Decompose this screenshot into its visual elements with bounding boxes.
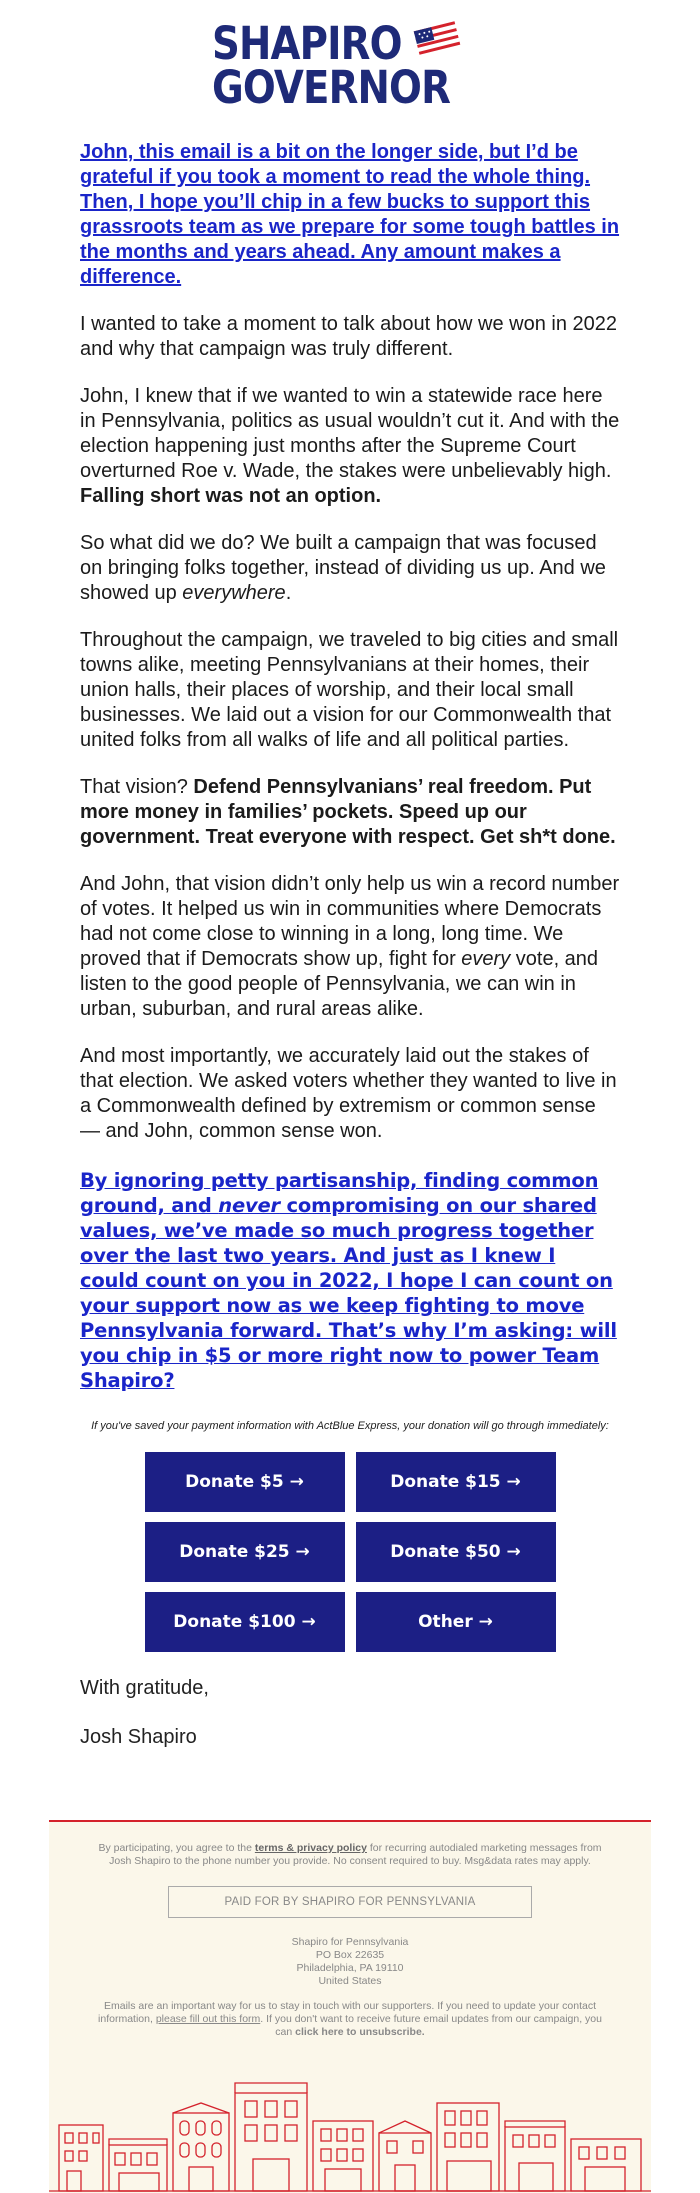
donate-25-button[interactable]: Donate $25 → [145, 1522, 345, 1582]
cta-link-italic[interactable]: never [218, 1194, 280, 1217]
legal-text-a: By participating, you agree to the [98, 1842, 255, 1854]
lead-paragraph-link[interactable] [80, 140, 620, 290]
cta-link-end[interactable]: compromising on our shared values, we’ve made so much progress together over the last two years. And just as I knew I could count on you in 2022, I hope I can count on your support now as we keep fighting to move Pennsylvania forward. That’s why I’m asking: will you chip in $5 or more right now to power Team Shapiro? [80, 1194, 617, 1392]
emails-text-b: . If you don't want to receive future email updates from our campaign, you can [260, 2013, 602, 2038]
donate-button-grid [145, 1452, 556, 1652]
paragraph-3-italic: everywhere [182, 582, 286, 604]
cta-paragraph-link[interactable] [80, 1168, 620, 1393]
paragraph-5 [80, 775, 620, 850]
paragraph-3-text: So what did we do? We built a campaign that was focused on bringing folks together, instead of dividing us up. And we showed up [80, 532, 606, 604]
paragraph-6-italic: every [461, 948, 511, 970]
address-line: United States [318, 1975, 382, 1987]
paragraph-6-text: And John, that vision didn’t only help us win a record number of votes. It helped us win in communities where Democrats had not come close to winning in a long, long time. We proved that if Democrats show up, fight for [80, 873, 620, 970]
legal-text-b: for recurring autodialed marketing messages from Josh Shapiro to the phone number you provide. No consent required to buy. Msg&data rates may apply. [109, 1842, 602, 1867]
terms-privacy-link[interactable]: terms & privacy policy [254, 1842, 367, 1854]
donate-other-button[interactable]: Other → [356, 1592, 556, 1652]
main-street-illustration [49, 2063, 651, 2193]
signature: Josh Shapiro [80, 1726, 197, 1748]
actblue-express-note: If you've saved your payment information with ActBlue Express, your donation will go through immediately: [91, 1420, 609, 1432]
logo-line-2: GOVERNOR [211, 61, 450, 114]
paragraph-1: I wanted to take a moment to talk about how we won in 2022 and why that campaign was truly different. [80, 313, 617, 360]
donate-15-button[interactable]: Donate $15 → [356, 1452, 556, 1512]
logo-line-1: SHAPIRO [211, 17, 402, 70]
paragraph-5-bold: Defend Pennsylvanians’ real freedom. Put more money in families’ pockets. Speed up our government. Treat everyone with respect. Get sh*t done. [80, 776, 616, 848]
paragraph-3 [80, 531, 620, 606]
address-line: Philadelphia, PA 19110 [296, 1962, 404, 1974]
paragraph-5-text: That vision? [80, 776, 194, 798]
mailing-address [49, 1936, 651, 1988]
paragraph-2-text: John, I knew that if we wanted to win a statewide race here in Pennsylvania, politics as usual wouldn’t cut it. And with the election happening just months after the Supreme Court overturned Roe v. Wade, the stakes were unbelievably high. [80, 385, 620, 482]
update-info-link[interactable]: please fill out this form [155, 2013, 261, 2025]
donate-50-button[interactable]: Donate $50 → [356, 1522, 556, 1582]
paragraph-6-end: vote, and listen to the good people of Pennsylvania, we can win in urban, suburban, and rural areas alike. [80, 948, 599, 1020]
us-flag-icon [412, 20, 462, 56]
shapiro-governor-logo [80, 0, 620, 122]
closing: With gratitude, [80, 1677, 209, 1699]
donate-5-button[interactable]: Donate $5 → [145, 1452, 345, 1512]
cta-link-text[interactable]: By ignoring petty partisanship, finding common ground, and [80, 1169, 599, 1217]
address-line: Shapiro for Pennsylvania [291, 1936, 409, 1948]
email-preferences-text [90, 2000, 610, 2039]
emails-text-a: Emails are an important way for us to stay in touch with our supporters. If you need to update your contact information, [98, 2000, 596, 2025]
unsubscribe-link[interactable]: click here to unsubscribe. [295, 2026, 425, 2038]
paragraph-7: And most importantly, we accurately laid out the stakes of that election. We asked voters whether they wanted to live in a Commonwealth defined by extremism or common sense — and John, common sense won. [80, 1045, 617, 1142]
sms-legal-text [98, 1842, 603, 1868]
paragraph-2 [80, 384, 620, 509]
paragraph-2-bold: Falling short was not an option. [80, 485, 382, 507]
donate-100-button[interactable]: Donate $100 → [145, 1592, 345, 1652]
lead-link[interactable]: John, this email is a bit on the longer side, but I’d be grateful if you took a moment to read the whole thing. Then, I hope you’ll chip in a few bucks to support this grassroots team as we prepare for some tough battles in the months and years ahead. Any amount makes a difference. [80, 141, 620, 288]
paragraph-6 [80, 872, 620, 1022]
paragraph-3-end: . [285, 582, 292, 604]
footer [49, 1820, 651, 2193]
address-line: PO Box 22635 [315, 1949, 385, 1961]
paid-for-box: PAID FOR BY SHAPIRO FOR PENNSYLVANIA [168, 1886, 532, 1918]
paragraph-4: Throughout the campaign, we traveled to big cities and small towns alike, meeting Pennsylvanians at their homes, their union halls, their places of worship, and their local small businesses. We laid out a vision for our Commonwealth that united folks from all walks of life and all political parties. [80, 629, 619, 751]
